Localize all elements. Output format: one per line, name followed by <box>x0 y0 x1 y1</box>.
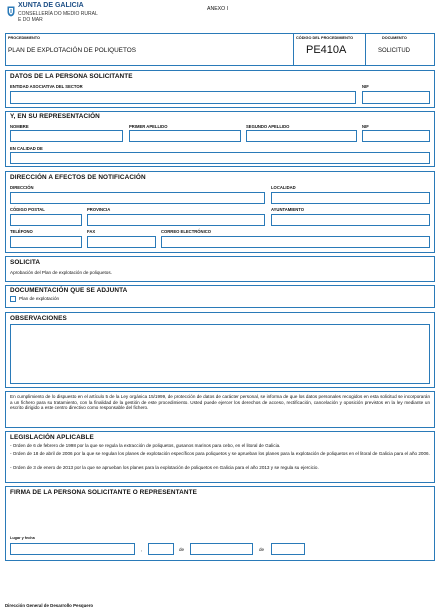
plan-checkbox-label: Plan de explotación <box>19 296 60 301</box>
email-input[interactable] <box>161 236 430 248</box>
name-label: NOMBRE <box>10 124 29 129</box>
applicant-section-title: DATOS DE LA PERSONA SOLICITANTE <box>10 73 133 80</box>
province-input[interactable] <box>87 214 265 226</box>
de-separator-1: de <box>179 547 185 552</box>
postal-code-input[interactable] <box>10 214 82 226</box>
request-text: Aprobación del Plan de explotación de poliquetos. <box>10 270 112 275</box>
applicant-nif-input[interactable] <box>362 91 430 104</box>
postal-code-label: CÓDIGO POSTAL <box>10 207 45 212</box>
procedure-name: PLAN DE EXPLOTACIÓN DE POLIQUETOS <box>8 47 136 54</box>
representative-nif-input[interactable] <box>362 130 430 142</box>
capacity-label: EN CALIDAD DE <box>10 146 43 151</box>
locality-label: LOCALIDAD <box>271 185 296 190</box>
legislation-item: - Orden de 3 de enero de 2013 por la que se aprueban los planes para la explotación de poliquetos en Galicia para el año 2013 y se regula su ejercicio. <box>10 465 319 470</box>
applicant-nif-label: NIF <box>362 84 369 89</box>
first-surname-input[interactable] <box>129 130 241 142</box>
first-surname-label: PRIMER APELLIDO <box>129 124 168 129</box>
address-label: DIRECCIÓN <box>10 185 34 190</box>
fax-input[interactable] <box>87 236 156 248</box>
year-input[interactable] <box>271 543 305 555</box>
place-date-label: Lugar y fecha <box>10 536 35 540</box>
legislation-item: - Orden de 18 de abril de 2006 por la que se regulan los planes de explotación específicos para poliquetos y se aprueban los planes para la explotación de poliquetos en el litoral de Galicia para el año 2006. <box>10 451 430 456</box>
second-surname-input[interactable] <box>246 130 357 142</box>
annex-label: ANEXO I <box>207 6 229 12</box>
council-label: AYUNTAMIENTO <box>271 207 304 212</box>
de-separator-2: de <box>259 547 265 552</box>
request-section-title: SOLICITA <box>10 259 41 266</box>
address-input[interactable] <box>10 192 265 204</box>
observations-section-title: OBSERVACIONES <box>10 315 67 322</box>
phone-label: TELÉFONO <box>10 229 33 234</box>
observations-textarea[interactable] <box>10 324 430 384</box>
plan-checkbox[interactable] <box>10 296 16 302</box>
entity-label: ENTIDAD ASOCIATIVA DEL SECTOR <box>10 84 83 89</box>
org-name: XUNTA DE GALICIA <box>18 2 84 9</box>
day-input[interactable] <box>148 543 174 555</box>
xunta-logo-icon <box>7 4 15 15</box>
locality-input[interactable] <box>271 192 430 204</box>
department-line2: E DO MAR <box>18 17 43 23</box>
entity-input[interactable] <box>10 91 356 104</box>
department-line1: CONSELLERÍA DO MEDIO RURAL <box>18 11 98 17</box>
email-label: CORREO ELECTRÓNICO <box>161 229 212 234</box>
legislation-item: - Orden de 6 de febrero de 1998 por la que se regula la extracción de poliquetos, gusanos marinos para cebo, en el litoral de Galicia. <box>10 443 281 448</box>
privacy-text: En cumplimiento de lo dispuesto en el artículo 5 de la Ley orgánica 15/1999, de protección de datos de carácter personal, se informa de que los datos personales recogidos en esta solicitud se incorporarán a un fichero para su tratamiento, con la finalidad de la gestión de este procedimiento. Usted puede ejercer los derechos de acceso, rectificación, cancelación y oposición previstos en la ley mediante un escrito dirigido a este centro directivo como responsable del fichero. <box>10 394 430 411</box>
document-label: DOCUMENTO <box>382 36 407 40</box>
footer-text: Dirección General de Desarrollo Pesquero <box>5 603 94 608</box>
document-value: SOLICITUD <box>378 48 411 54</box>
representative-nif-label: NIF <box>362 124 369 129</box>
second-surname-label: SEGUNDO APELLIDO <box>246 124 290 129</box>
month-input[interactable] <box>190 543 253 555</box>
notification-section-title: DIRECCIÓN A EFECTOS DE NOTIFICACIÓN <box>10 174 146 181</box>
council-input[interactable] <box>271 214 430 226</box>
request-section <box>5 256 435 282</box>
procedure-label: PROCEDIMIENTO <box>8 36 40 40</box>
documentation-section-title: DOCUMENTACIÓN QUE SE ADJUNTA <box>10 287 128 294</box>
fax-label: FAX <box>87 229 96 234</box>
procedure-code-value: PE410A <box>306 44 347 56</box>
signature-section-title: FIRMA DE LA PERSONA SOLICITANTE O REPRESENTANTE <box>10 489 197 496</box>
comma-separator: , <box>141 547 143 552</box>
capacity-input[interactable] <box>10 152 430 164</box>
procedure-code-label: CÓDIGO DEL PROCEDIMIENTO <box>296 36 354 40</box>
name-input[interactable] <box>10 130 123 142</box>
phone-input[interactable] <box>10 236 82 248</box>
province-label: PROVINCIA <box>87 207 111 212</box>
representative-section-title: Y, EN SU REPRESENTACIÓN <box>10 113 100 120</box>
place-input[interactable] <box>10 543 135 555</box>
legislation-section-title: LEGISLACIÓN APLICABLE <box>10 434 94 441</box>
